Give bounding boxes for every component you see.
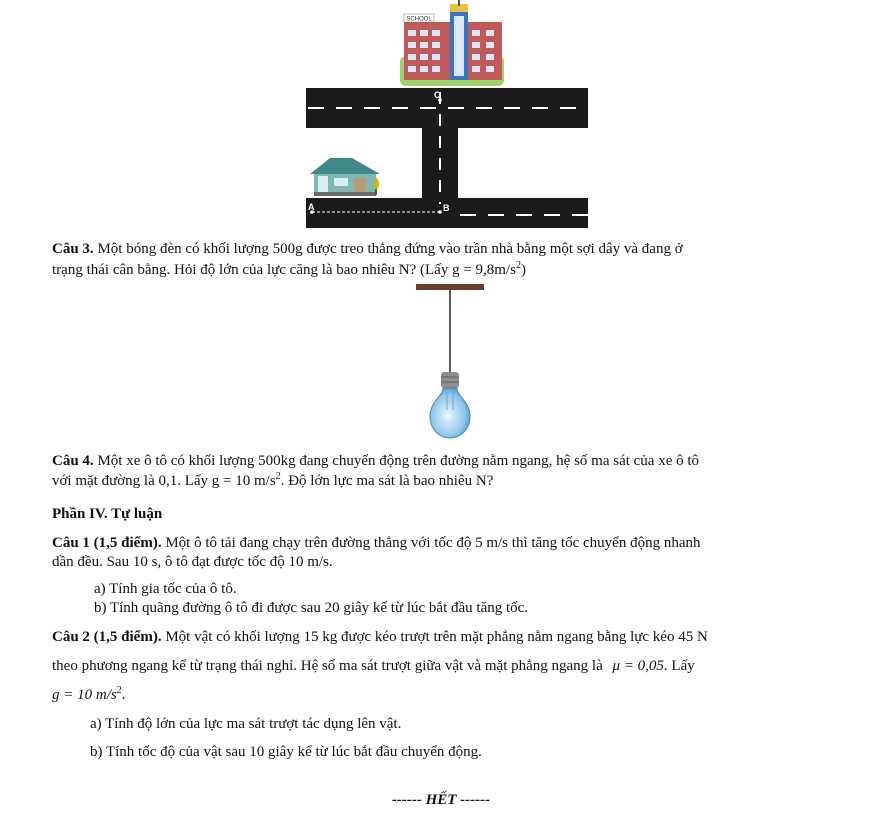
essay-1-part-a xyxy=(94,580,237,598)
q4-text-2-end: . Độ lớn lực ma sát là bao nhiêu N? xyxy=(280,473,494,489)
essay-1-line-1 xyxy=(52,534,700,552)
essay-2-line-1 xyxy=(52,628,708,646)
essay-2-b-text: b) Tính tốc độ của vật sau 10 giây kể từ lúc bắt đầu chuyển động. xyxy=(90,744,482,760)
school-sign: SCHOOL xyxy=(406,16,432,23)
road-map-figure xyxy=(300,0,590,232)
q3-label: Câu 3. xyxy=(52,241,94,257)
gravity-value: g = 10 m/s xyxy=(52,687,117,703)
gravity-exponent: 2 xyxy=(116,685,122,696)
q3-line-1 xyxy=(52,240,683,258)
essay-2-text-2: theo phương ngang kể từ trạng thái nghỉ. Hệ số ma sát trượt giữa vật và mặt phẳng ngang là xyxy=(52,658,603,674)
light-bulb-icon xyxy=(430,372,470,438)
essay-1-line-2 xyxy=(52,553,333,571)
school-building-icon xyxy=(400,0,504,86)
ceiling-bar xyxy=(416,284,484,290)
essay-2-a-text: a) Tính độ lớn của lực ma sát trượt tác dụng lên vật. xyxy=(90,716,402,732)
q4-line-1 xyxy=(52,452,699,470)
point-a-label: A xyxy=(308,202,315,212)
q4-text-2: với mặt đường là 0,1. Lấy g = 10 m/s xyxy=(52,473,276,489)
q3-text-2-end: ) xyxy=(520,262,526,278)
essay-1-b-text: b) Tính quãng đường ô tô đi được sau 20 giây kể từ lúc bắt đầu tăng tốc. xyxy=(94,600,529,616)
essay-1-a-text: a) Tính gia tốc của ô tô. xyxy=(94,581,237,597)
end-marker xyxy=(0,791,882,809)
essay-1-part-b xyxy=(94,599,528,617)
q3-line-2 xyxy=(52,261,526,279)
point-b-label: B xyxy=(443,203,450,213)
part-4-heading xyxy=(52,505,162,523)
essay-2-text-2-end: . Lấy xyxy=(663,658,695,674)
q3-text-2: trạng thái cân bằng. Hỏi độ lớn của lực căng là bao nhiêu N? (Lấy g = 9,8m/s xyxy=(52,262,516,278)
q4-line-2 xyxy=(52,472,493,490)
house-icon xyxy=(310,158,380,196)
essay-2-part-b xyxy=(90,743,482,761)
essay-2-line-2 xyxy=(52,657,695,675)
q4-label: Câu 4. xyxy=(52,453,94,469)
end-text: ------ HẾT ------ xyxy=(391,792,491,808)
essay-2-gravity xyxy=(52,686,125,704)
light-bulb-figure xyxy=(410,284,490,440)
essay-2-part-a xyxy=(90,715,401,733)
essay-2-label: Câu 2 (1,5 điểm). xyxy=(52,629,162,645)
friction-coefficient: μ = 0,05 xyxy=(612,658,664,674)
q4-text-1: Một xe ô tô có khối lượng 500kg đang chuyển động trên đường nằm ngang, hệ số ma sát của xe ô tô xyxy=(97,453,700,469)
essay-1-label: Câu 1 (1,5 điểm). xyxy=(52,535,162,551)
part-4-title: Phần IV. Tự luận xyxy=(52,506,163,522)
gravity-period: . xyxy=(121,687,126,703)
essay-1-text-1: Một ô tô tải đang chạy trên đường thẳng với tốc độ 5 m/s thì tăng tốc chuyển động nhanh xyxy=(165,535,701,551)
essay-2-text-1: Một vật có khối lượng 15 kg được kéo trượt trên mặt phẳng nằm ngang bằng lực kéo 45 N xyxy=(165,629,708,645)
q3-exponent: 2 xyxy=(515,260,521,271)
point-c-label: C xyxy=(434,90,441,100)
q4-exponent: 2 xyxy=(275,471,281,482)
q3-text-1: Một bóng đèn có khối lượng 500g được treo thẳng đứng vào trần nhà bằng một sợi dây và đang ở xyxy=(97,241,683,257)
essay-1-text-2: dần đều. Sau 10 s, ô tô đạt được tốc độ 10 m/s. xyxy=(52,554,333,570)
